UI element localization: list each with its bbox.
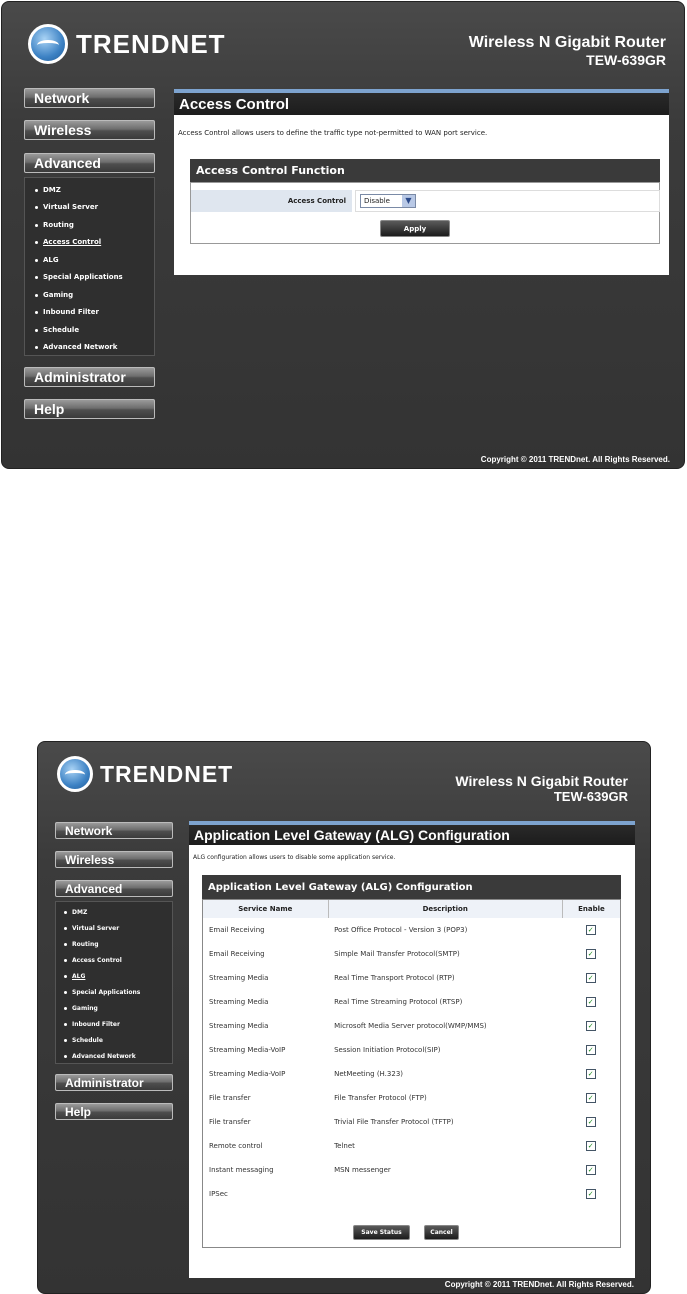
- service-name-cell: Streaming Media-VoIP: [209, 1070, 286, 1078]
- nav-administrator-button[interactable]: Administrator: [24, 367, 155, 387]
- description-cell: Session Initiation Protocol(SIP): [334, 1046, 441, 1054]
- access-control-screenshot: [1, 1, 685, 469]
- alg-screenshot: [37, 741, 651, 1294]
- service-name-cell: Streaming Media-VoIP: [209, 1046, 286, 1054]
- description-cell: Real Time Streaming Protocol (RTSP): [334, 998, 463, 1006]
- submenu-dmz[interactable]: DMZ: [64, 909, 87, 916]
- copyright-text: Copyright © 2011 TRENDnet. All Rights Reserved.: [444, 1280, 634, 1289]
- trendnet-logo: [57, 756, 233, 792]
- submenu-advanced-network[interactable]: Advanced Network: [64, 1053, 136, 1060]
- submenu-schedule[interactable]: Schedule: [35, 326, 79, 334]
- description-cell: Real Time Transport Protocol (RTP): [334, 974, 455, 982]
- page-title: Access Control: [174, 89, 669, 115]
- access-control-select[interactable]: [360, 194, 416, 208]
- table-row: [203, 1086, 620, 1110]
- nav-advanced-button[interactable]: Advanced: [55, 880, 173, 897]
- trendnet-logo-icon: [28, 24, 68, 64]
- page-description: Access Control allows users to define the traffic type not-permitted to WAN port service.: [178, 129, 488, 137]
- table-row: [203, 1110, 620, 1134]
- service-name-cell: File transfer: [209, 1094, 251, 1102]
- enable-cell: [562, 1158, 620, 1182]
- content-panel: [189, 845, 635, 1278]
- copyright-text: Copyright © 2011 TRENDnet. All Rights Reserved.: [480, 455, 670, 464]
- submenu-inbound-filter[interactable]: Inbound Filter: [35, 308, 99, 316]
- page-title: Application Level Gateway (ALG) Configuration: [189, 821, 635, 845]
- submenu-special-applications[interactable]: Special Applications: [64, 989, 140, 996]
- service-name-cell: Streaming Media: [209, 974, 269, 982]
- enable-cell: [562, 1134, 620, 1158]
- product-model: TEW-639GR: [586, 52, 666, 68]
- submenu-access-control[interactable]: Access Control: [64, 957, 122, 964]
- service-name-cell: Streaming Media: [209, 998, 269, 1006]
- nav-advanced-button[interactable]: Advanced: [24, 153, 155, 173]
- product-name: [455, 773, 628, 804]
- description-cell: File Transfer Protocol (FTP): [334, 1094, 427, 1102]
- enable-checkbox[interactable]: ✓: [586, 997, 596, 1007]
- submenu-virtual-server[interactable]: Virtual Server: [64, 925, 119, 932]
- submenu-special-applications[interactable]: Special Applications: [35, 273, 123, 281]
- logo-text: TRENDNET: [100, 760, 234, 787]
- select-value: Disable: [364, 197, 390, 205]
- nav-administrator-button[interactable]: Administrator: [55, 1074, 173, 1091]
- product-line: Wireless N Gigabit Router: [455, 773, 628, 789]
- product-model: TEW-639GR: [553, 789, 628, 804]
- field-cell: [355, 190, 660, 212]
- submenu-gaming[interactable]: Gaming: [64, 1005, 98, 1012]
- description-cell: MSN messenger: [334, 1166, 391, 1174]
- nav-help-button[interactable]: Help: [55, 1103, 173, 1120]
- enable-checkbox[interactable]: ✓: [586, 925, 596, 935]
- description-cell: Simple Mail Transfer Protocol(SMTP): [334, 950, 460, 958]
- nav-network-button[interactable]: Network: [55, 822, 173, 839]
- enable-checkbox[interactable]: ✓: [586, 1117, 596, 1127]
- submenu-inbound-filter[interactable]: Inbound Filter: [64, 1021, 120, 1028]
- enable-cell: [562, 1086, 620, 1110]
- enable-checkbox[interactable]: ✓: [586, 949, 596, 959]
- table-row: [203, 966, 620, 990]
- service-name-cell: Instant messaging: [209, 1166, 274, 1174]
- enable-cell: [562, 1038, 620, 1062]
- content-panel: [174, 115, 669, 275]
- description-cell: Trivial File Transfer Protocol (TFTP): [334, 1118, 454, 1126]
- submenu-virtual-server[interactable]: Virtual Server: [35, 203, 98, 211]
- table-row: [203, 1182, 620, 1206]
- enable-checkbox[interactable]: ✓: [586, 1045, 596, 1055]
- submenu-routing[interactable]: Routing: [35, 221, 74, 229]
- column-header-service: Service Name: [203, 900, 328, 918]
- submenu-schedule[interactable]: Schedule: [64, 1037, 103, 1044]
- table-row: [203, 1134, 620, 1158]
- section-title: Application Level Gateway (ALG) Configuration: [202, 875, 621, 899]
- enable-checkbox[interactable]: ✓: [586, 1021, 596, 1031]
- enable-checkbox[interactable]: ✓: [586, 1069, 596, 1079]
- table-row: [203, 1062, 620, 1086]
- apply-button[interactable]: Apply: [380, 220, 450, 237]
- alg-table-box: [202, 899, 621, 1248]
- enable-checkbox[interactable]: ✓: [586, 1165, 596, 1175]
- enable-checkbox[interactable]: ✓: [586, 1189, 596, 1199]
- section-title: Access Control Function: [190, 159, 660, 182]
- chevron-down-icon: ▼: [402, 195, 415, 207]
- advanced-submenu: [24, 177, 155, 356]
- submenu-advanced-network[interactable]: Advanced Network: [35, 343, 117, 351]
- service-name-cell: Email Receiving: [209, 950, 265, 958]
- service-name-cell: Email Receiving: [209, 926, 265, 934]
- access-control-label: Access Control: [191, 190, 352, 212]
- service-name-cell: IPSec: [209, 1190, 228, 1198]
- submenu-access-control[interactable]: Access Control: [35, 238, 101, 246]
- service-name-cell: Streaming Media: [209, 1022, 269, 1030]
- nav-wireless-button[interactable]: Wireless: [55, 851, 173, 868]
- submenu-dmz[interactable]: DMZ: [35, 186, 61, 194]
- table-row: [203, 942, 620, 966]
- trendnet-logo: [28, 24, 226, 64]
- column-header-description: Description: [328, 900, 562, 918]
- service-name-cell: File transfer: [209, 1118, 251, 1126]
- nav-network-button[interactable]: Network: [24, 88, 155, 108]
- enable-checkbox[interactable]: ✓: [586, 1141, 596, 1151]
- nav-wireless-button[interactable]: Wireless: [24, 120, 155, 140]
- column-header-enable: Enable: [562, 900, 620, 918]
- description-cell: Telnet: [334, 1142, 355, 1150]
- cancel-button[interactable]: Cancel: [424, 1225, 459, 1240]
- submenu-alg[interactable]: ALG: [64, 973, 85, 980]
- logo-text: TRENDNET: [76, 28, 226, 59]
- enable-cell: [562, 990, 620, 1014]
- advanced-submenu: [55, 901, 173, 1064]
- description-cell: Microsoft Media Server protocol(WMP/MMS): [334, 1022, 487, 1030]
- description-cell: Post Office Protocol - Version 3 (POP3): [334, 926, 468, 934]
- alg-table: [203, 900, 620, 1206]
- enable-checkbox[interactable]: ✓: [586, 973, 596, 983]
- trendnet-logo-icon: [57, 756, 93, 792]
- enable-cell: [562, 1062, 620, 1086]
- enable-cell: [562, 1014, 620, 1038]
- enable-cell: [562, 942, 620, 966]
- enable-checkbox[interactable]: ✓: [586, 1093, 596, 1103]
- product-line: Wireless N Gigabit Router: [468, 34, 666, 51]
- submenu-alg[interactable]: ALG: [35, 256, 59, 264]
- enable-cell: [562, 1182, 620, 1206]
- submenu-gaming[interactable]: Gaming: [35, 291, 73, 299]
- enable-cell: [562, 918, 620, 942]
- service-name-cell: Remote control: [209, 1142, 263, 1150]
- description-cell: NetMeeting (H.323): [334, 1070, 404, 1078]
- save-status-button[interactable]: Save Status: [353, 1225, 410, 1240]
- nav-help-button[interactable]: Help: [24, 399, 155, 419]
- product-name: [469, 34, 666, 68]
- table-row: [203, 990, 620, 1014]
- enable-cell: [562, 966, 620, 990]
- page-description: ALG configuration allows users to disable some application service.: [193, 854, 396, 861]
- table-row: [203, 1014, 620, 1038]
- function-box: [190, 182, 660, 244]
- enable-cell: [562, 1110, 620, 1134]
- table-row: [203, 1158, 620, 1182]
- description-cell: [328, 1182, 562, 1206]
- submenu-routing[interactable]: Routing: [64, 941, 99, 948]
- table-row: [203, 918, 620, 942]
- table-row: [203, 1038, 620, 1062]
